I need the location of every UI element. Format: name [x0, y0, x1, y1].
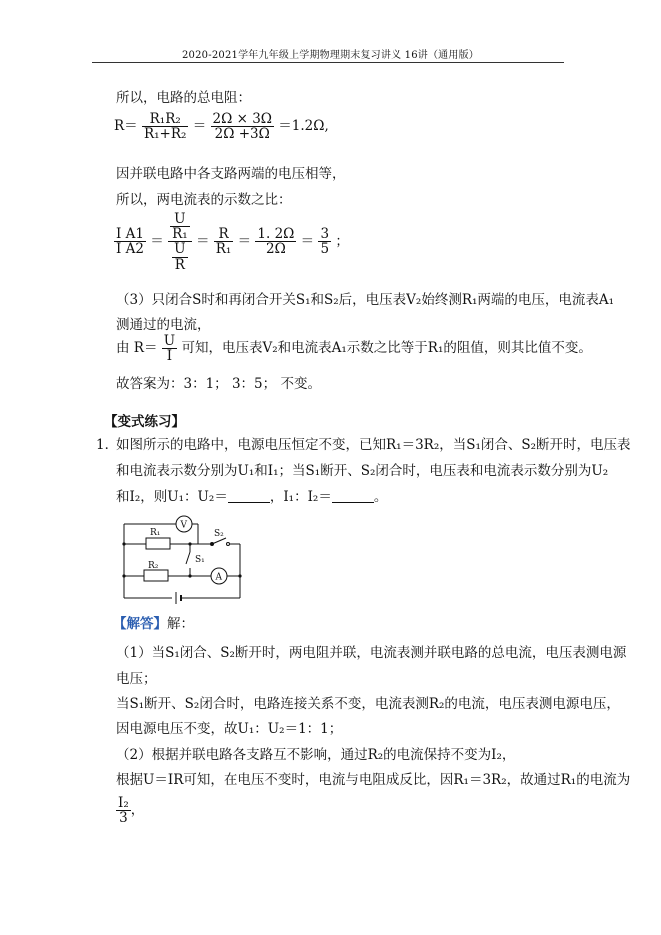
- text-line-formula: [116, 334, 592, 363]
- page-header: 2020-2021学年九年级上学期物理期末复习讲义 16讲（通用版）: [182, 50, 479, 61]
- answer-line: （1）当S₁闭合、S₂断开时，两电阻并联，电流表测并联电路的总电流，电压表测电源: [116, 645, 627, 661]
- eq-lhs: R＝: [114, 118, 138, 135]
- question-line: [116, 485, 387, 505]
- text-segment: 由 R＝: [116, 340, 158, 357]
- numerator: I A1: [116, 226, 144, 243]
- answer-summary: 故答案为：3：1； 3：5； 不变。: [116, 376, 321, 392]
- numerator: U: [163, 333, 176, 349]
- denominator: 3: [119, 810, 128, 827]
- fraction: [211, 112, 274, 141]
- answer-line: 电压；: [116, 671, 157, 687]
- junction-dot: [188, 574, 191, 577]
- numerator: 2Ω × 3Ω: [212, 111, 272, 127]
- text-line: （3）只闭合S时和再闭合开关S₁和S₂后，电压表V₂始终测R₁两端的电压，电流表A₁: [116, 292, 615, 308]
- eq-sign: ＝: [150, 233, 164, 250]
- answer-blank: [228, 490, 270, 503]
- eq-sign: ＝: [192, 118, 207, 135]
- junction-dot: [122, 542, 125, 545]
- resistor-r2: [144, 570, 168, 581]
- label-voltmeter: V: [180, 520, 187, 531]
- denominator: I A2: [116, 241, 144, 258]
- fraction: [172, 242, 187, 271]
- answer-line: 因电源电压不变，故U₁：U₂＝1：1；: [116, 721, 343, 737]
- eq-rhs: ＝1.2Ω,: [278, 118, 329, 135]
- denominator: 5: [320, 241, 330, 258]
- numerator: U: [170, 212, 190, 227]
- question-number: 1．: [96, 437, 119, 453]
- numerator: R₁R₂: [142, 112, 188, 127]
- label-r2: R₂: [148, 561, 159, 571]
- circuit-diagram: [118, 512, 248, 604]
- numerator: [168, 212, 192, 242]
- resistor-r1: [146, 538, 170, 549]
- fraction: [318, 227, 331, 256]
- fraction: [114, 227, 146, 256]
- denominator: [168, 242, 192, 271]
- question-line: 如图所示的电路中，电源电压恒定不变，已知R₁＝3R₂，当S₁闭合、S₂断开时，电压表: [116, 437, 631, 453]
- label-r1: R₁: [150, 528, 161, 538]
- label-s2: S₂: [214, 529, 224, 539]
- text-line: 所以，电路的总电阻：: [116, 90, 251, 106]
- fraction: [142, 112, 188, 141]
- denominator: R: [174, 256, 185, 273]
- numerator: 1. 2Ω: [257, 226, 295, 243]
- text-line: 测通过的电流，: [116, 317, 211, 333]
- eq-sign: ＝: [237, 233, 252, 250]
- denominator: R₁: [172, 226, 188, 243]
- equation-current-ratio: [114, 212, 349, 272]
- text-segment: ，I₁：I₂＝: [269, 489, 332, 505]
- equation-total-resistance: [114, 112, 329, 141]
- eq-sign: ＝: [195, 233, 210, 250]
- answer-line: （2）根据并联电路各支路互不影响，通过R₂的电流保持不变为I₂，: [116, 747, 516, 763]
- text-line: 因并联电路中各支路两端的电压相等，: [116, 166, 346, 182]
- answer-line: 根据U＝IR可知，在电压不变时，电流与电阻成反比，因R₁＝3R₂，故通过R₁的电流为: [116, 772, 631, 788]
- fraction: [170, 212, 190, 241]
- eq-sign: ＝: [300, 233, 315, 250]
- text-line: 所以，两电流表的示数之比：: [116, 192, 292, 208]
- text-segment: 可知，电压表V₂和电流表A₁示数之比等于R₁的阻值，则其比值不变。: [181, 340, 592, 357]
- fraction: [116, 796, 131, 825]
- switch-s2-contact: [227, 543, 230, 546]
- question-line: 和电流表示数分别为U₁和I₁；当S₁断开、S₂闭合时，电压表和电流表示数分别为U₂: [116, 463, 609, 479]
- answer-blank: [332, 490, 374, 503]
- numerator: R: [214, 227, 234, 242]
- fraction: [255, 227, 296, 256]
- denominator: I: [166, 348, 173, 365]
- junction-dot: [188, 542, 191, 545]
- answer-heading: [113, 612, 194, 632]
- switch-s1-blade: [186, 552, 190, 564]
- nested-fraction: [168, 212, 192, 272]
- answer-label: 【解答】: [113, 616, 167, 632]
- numerator: U: [174, 241, 186, 258]
- junction-dot: [238, 574, 241, 577]
- section-title: 【变式练习】: [104, 414, 185, 430]
- denominator: 2Ω +3Ω: [214, 126, 270, 143]
- fraction: [162, 334, 177, 363]
- label-s1: S₁: [195, 555, 205, 565]
- header-rule: [92, 62, 564, 63]
- numerator: I₂: [118, 795, 129, 811]
- denominator: R₁+R₂: [143, 126, 187, 143]
- junction-dot: [122, 574, 125, 577]
- eq-tail: ；: [335, 233, 349, 250]
- answer-fraction-line: [116, 796, 144, 825]
- label-ammeter: A: [215, 572, 222, 583]
- denominator: R₁: [215, 241, 232, 258]
- fraction: [214, 227, 234, 256]
- answer-label-tail: 解：: [167, 616, 194, 632]
- text-segment: 。: [373, 489, 388, 505]
- denominator: 2Ω: [265, 241, 286, 258]
- text-segment: 和I₂，则U₁：U₂＝: [116, 489, 228, 505]
- numerator: 3: [320, 226, 330, 243]
- text-segment: ，: [130, 802, 145, 819]
- answer-line: 当S₁断开、S₂闭合时，电路连接关系不变，电流表测R₂的电流，电压表测电源电压，: [116, 696, 620, 712]
- switch-s2-pivot: [211, 543, 214, 546]
